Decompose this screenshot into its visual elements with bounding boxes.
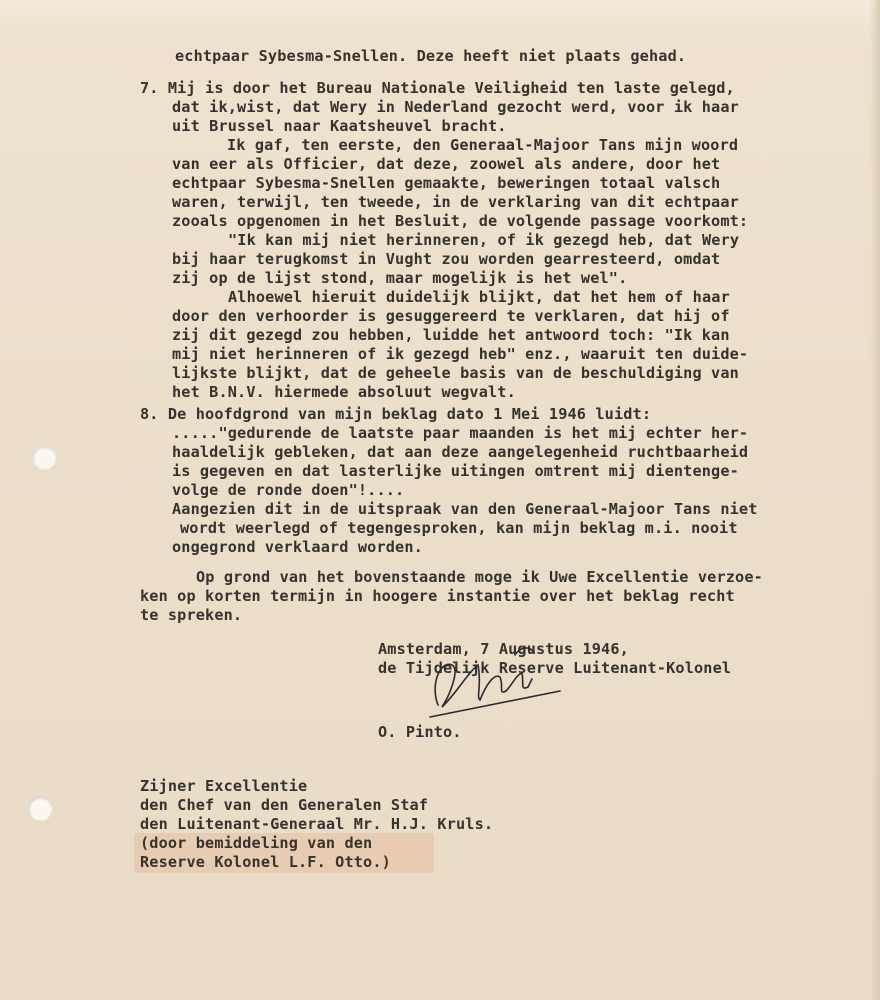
text-line: echtpaar Sybesma-Snellen gemaakte, beweringen totaal valsch	[172, 174, 721, 192]
date-line: Amsterdam, 7 Augustus 1946,	[378, 640, 629, 658]
text-line: 7. Mij is door het Bureau Nationale Veiligheid ten laste gelegd,	[140, 79, 735, 97]
addressee-line: den Luitenant-Generaal Mr. H.J. Kruls.	[140, 815, 494, 833]
text-line: ongegrond verklaard worden.	[172, 538, 423, 556]
page-edge-top	[0, 0, 880, 30]
addressee-line: (door bemiddeling van den	[140, 834, 373, 852]
text-line: "Ik kan mij niet herinneren, of ik gezegd heb, dat Wery	[228, 231, 740, 249]
text-line: is gegeven en dat lasterlijke uitingen omtrent mij dientenge-	[172, 462, 739, 480]
addressee-line: Zijner Excellentie	[140, 777, 308, 795]
text-line: Op grond van het bovenstaande moge ik Uwe Excellentie verzoe-	[196, 568, 763, 586]
text-line: bij haar terugkomst in Vught zou worden gearresteerd, omdat	[172, 250, 721, 268]
addressee-line: den Chef van den Generalen Staf	[140, 796, 429, 814]
text-line: 8. De hoofdgrond van mijn beklag dato 1 Mei 1946 luidt:	[140, 405, 652, 423]
page-edge-right	[870, 0, 880, 1000]
text-line: Ik gaf, ten eerste, den Generaal-Majoor Tans mijn woord	[227, 136, 739, 154]
text-line: mij niet herinneren of ik gezegd heb" enz., waaruit ten duide-	[172, 345, 749, 363]
text-line: uit Brussel naar Kaatsheuvel bracht.	[172, 117, 507, 135]
text-line: Alhoewel hieruit duidelijk blijkt, dat het hem of haar	[228, 288, 730, 306]
signatory-name: O. Pinto.	[378, 723, 462, 741]
rank-line: de Tijdelijk Reserve Luitenant-Kolonel	[378, 659, 732, 677]
text-line: echtpaar Sybesma-Snellen. Deze heeft niet plaats gehad.	[175, 47, 687, 65]
punch-hole-bottom	[28, 797, 52, 821]
text-line: dat ik,wist, dat Wery in Nederland gezocht werd, voor ik haar	[172, 98, 739, 116]
punch-hole-top	[32, 446, 56, 470]
signature-image	[420, 625, 570, 735]
text-line: zij dit gezegd zou hebben, luidde het antwoord toch: "Ik kan	[172, 326, 730, 344]
text-line: volge de ronde doen"!....	[172, 481, 405, 499]
text-line: van eer als Officier, dat deze, zoowel als andere, door het	[172, 155, 721, 173]
text-line: ....."gedurende de laatste paar maanden is het mij echter her-	[172, 424, 749, 442]
text-line: haaldelijk gebleken, dat aan deze aangelegenheid ruchtbaarheid	[172, 443, 749, 461]
addressee-line: Reserve Kolonel L.F. Otto.)	[140, 853, 391, 871]
text-line: wordt weerlegd of tegengesproken, kan mijn beklag m.i. nooit	[180, 519, 738, 537]
text-line: het B.N.V. hiermede absoluut wegvalt.	[172, 383, 516, 401]
text-line: ken op korten termijn in hoogere instantie over het beklag recht	[140, 587, 735, 605]
text-line: te spreken.	[140, 606, 243, 624]
text-line: zij op de lijst stond, maar mogelijk is het wel".	[172, 269, 628, 287]
text-line: door den verhoorder is gesuggereerd te verklaren, dat hij of	[172, 307, 730, 325]
text-line: waren, terwijl, ten tweede, in de verklaring van dit echtpaar	[172, 193, 739, 211]
text-line: zooals opgenomen in het Besluit, de volgende passage voorkomt:	[172, 212, 749, 230]
text-line: Aangezien dit in de uitspraak van den Generaal-Majoor Tans niet	[172, 500, 758, 518]
text-line: lijkste blijkt, dat de geheele basis van de beschuldiging van	[172, 364, 739, 382]
